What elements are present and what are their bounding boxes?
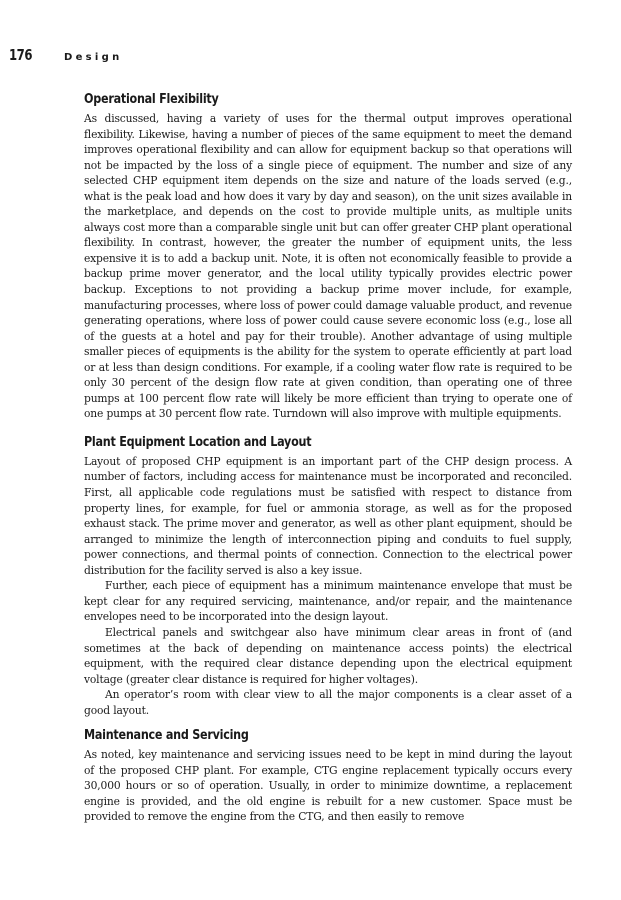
paragraph: Electrical panels and switchgear also have minimum clear areas in front of (and sometimes at the back of depending on maintenance access points) the electrical equipment, with the required clear distance depending upon the electrical equipment voltage (greater clear distance is required for higher voltages). <box>84 625 572 686</box>
section-heading: Operational Flexibility <box>84 92 219 107</box>
paragraph: Layout of proposed CHP equipment is an important part of the CHP design process. A number of factors, including access for maintenance must be incorporated and reconciled. First, all applicable code regulations must be satisfied with respect to distance from property lines, for example, for fuel or ammonia storage, as well as for the proposed exhaust stack. The prime mover and generator, as well as other plant equipment, should be arranged to minimize the length of interconnection piping and conduits to fuel supply, power connections, and thermal points of connection. Connection to the electrical power distribution for the facility served is also a key issue. <box>84 454 572 577</box>
paragraph: An operator’s room with clear view to all the major components is a clear asset of a good layout. <box>84 688 572 717</box>
section-plant-equipment-location <box>84 431 572 718</box>
running-head: Design <box>64 52 123 63</box>
section-heading: Plant Equipment Location and Layout <box>84 434 312 450</box>
section-maintenance-servicing <box>84 724 572 825</box>
paragraph: As discussed, having a variety of uses for the thermal output improves operational flexibility. Likewise, having a number of pieces of the same equipment to meet the demand improves operational flexibility and can allow for equipment backup so that operations will not be impacted by the loss of a single piece of equipment. The number and size of any selected CHP equipment item depends on the size and nature of the loads served (e.g., what is the peak load and how does it vary by day and season), on the unit sizes available in the marketplace, and depends on the cost to provide multiple units, as multiple units always cost more than a comparable single unit but can offer greater CHP plant operational flexibility. In contrast, however, the greater the number of equipment units, the less expensive it is to add a backup unit. Note, it is often not economically feasible to provide a backup prime mover generator, and the local utility typically provides electric power backup. Exceptions to not providing a backup prime mover include, for example, manufacturing processes, where loss of power could damage valuable product, and revenue generating operations, where loss of power could cause severe economic loss (e.g., lose all of the guests at a hotel and pay for their trouble). Another advantage of using multiple smaller pieces of equipments is the ability for the system to operate efficiently at part load or at less than design conditions. For example, if a cooling water flow rate is required to be only 30 percent of the design flow rate at given condition, than operating one of three pumps at 100 percent flow rate will likely be more efficient than trying to operate one of one pumps at 30 percent flow rate. Turndown will also improve with multiple equipments. <box>84 112 572 421</box>
page-header <box>9 46 123 64</box>
page-body <box>84 88 572 825</box>
paragraph: Further, each piece of equipment has a minimum maintenance envelope that must be kept clear for any required servicing, maintenance, and/or repair, and the maintenance envelopes need to be incorporated into the design layout. <box>84 579 572 624</box>
section-heading: Maintenance and Servicing <box>84 728 249 744</box>
section-operational-flexibility <box>84 88 572 422</box>
page-number: 176 <box>9 46 33 64</box>
paragraph: As noted, key maintenance and servicing issues need to be kept in mind during the layout of the proposed CHP plant. For example, CTG engine replacement typically occurs every 30,000 hours or so of operation. Usually, in order to minimize downtime, a replacement engine is provided, and the old engine is rebuilt for a new customer. Space must be provided to remove the engine from the CTG, and then easily to remove <box>84 748 572 824</box>
